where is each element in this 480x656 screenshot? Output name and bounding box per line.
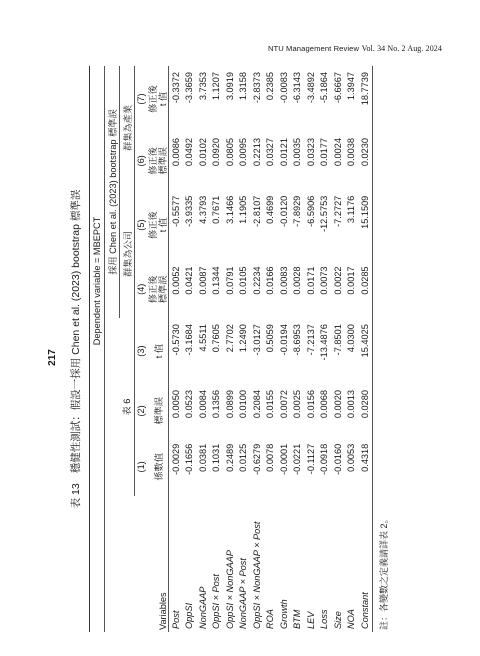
table-cell: 15.1509 xyxy=(358,190,372,261)
table-cell: 0.0068 xyxy=(319,390,330,419)
table-cell: 3.7353 xyxy=(197,72,208,101)
regression-table xyxy=(89,66,373,632)
variable-name: ROA xyxy=(265,609,276,629)
table-cell: 4.5511 xyxy=(197,324,208,352)
col-number: (1) xyxy=(136,461,147,473)
table-cell: 4.3793 xyxy=(197,195,208,224)
table-title: 穩健性測試：假設一採用 Chen et al. (2023) bootstrap 標準誤 xyxy=(70,189,82,474)
table-cell: 0.0083 xyxy=(278,266,289,295)
issue-info: Vol. 34 No. 2 Aug. 2024 xyxy=(361,44,442,53)
col-label: 修正後 標準誤 xyxy=(148,260,169,318)
table-cell: 0.0038 xyxy=(346,138,357,167)
table-cell: 0.0421 xyxy=(184,266,195,295)
table-row xyxy=(169,66,183,632)
table-cell: 0.0323 xyxy=(305,138,316,167)
table-cell: -0.0029 xyxy=(170,443,181,475)
table-cell: -6.3143 xyxy=(292,72,303,104)
running-head xyxy=(268,44,442,53)
table-row xyxy=(264,66,278,632)
table-cell: 0.0166 xyxy=(265,266,276,295)
table-cell: 0.0020 xyxy=(332,390,343,419)
col-label: 修正後 t 值 xyxy=(148,66,169,132)
table-row xyxy=(291,66,305,632)
table-cell: 0.0125 xyxy=(238,443,249,472)
table-cell: 4.0300 xyxy=(346,324,357,353)
table-cell: -0.5577 xyxy=(170,195,181,227)
variable-name: NonGAAP xyxy=(197,586,208,629)
table-cell: 1.1905 xyxy=(238,195,249,224)
table-cell: 1.1207 xyxy=(211,72,222,101)
table-cell: 0.0171 xyxy=(305,266,316,295)
table-cell: 0.2489 xyxy=(224,443,235,472)
table-row xyxy=(183,66,197,632)
col-label: t 值 xyxy=(148,318,169,384)
table-cell: 0.7605 xyxy=(211,324,222,353)
table-cell: 0.2213 xyxy=(251,138,262,167)
table-cell: 0.2234 xyxy=(251,266,262,295)
table-cell: 0.0028 xyxy=(292,266,303,295)
table-cell: 0.0121 xyxy=(278,138,289,167)
table-row xyxy=(358,66,372,632)
table-row xyxy=(210,66,224,632)
table-cell: 0.0095 xyxy=(238,138,249,167)
table-cell: 0.0381 xyxy=(197,443,208,472)
table-cell: 0.0177 xyxy=(319,138,330,167)
table-cell: -7.8501 xyxy=(332,324,343,356)
variable-name: Post xyxy=(170,610,181,629)
dependent-variable: Dependent variable = MBEPCT xyxy=(90,66,105,496)
table-cell: -3.1684 xyxy=(184,324,195,356)
table-cell: 0.0899 xyxy=(224,390,235,419)
table-row xyxy=(331,66,345,632)
variable-name: OppSI xyxy=(184,602,195,629)
table-cell: 0.0327 xyxy=(265,138,276,167)
table-cell: 0.0052 xyxy=(170,266,181,295)
cluster-firm-label: 群集為公司 xyxy=(119,190,134,318)
table-cell: -3.4892 xyxy=(305,72,316,104)
table-cell: 0.0155 xyxy=(265,390,276,419)
column-label-row xyxy=(148,66,169,632)
table-cell: -7.2727 xyxy=(332,195,343,227)
table-cell: -0.5730 xyxy=(170,324,181,356)
table-cell: 1.2490 xyxy=(238,324,249,353)
table-cell: -13.4876 xyxy=(319,324,330,361)
bootstrap-caption: 採用 Chen et al. (2023) bootstrap 標準誤 xyxy=(104,66,119,318)
table-cell: 3.0919 xyxy=(224,72,235,101)
table-cell: -0.1127 xyxy=(305,443,316,475)
table-cell: 0.4699 xyxy=(265,195,276,224)
table-cell: 2.7702 xyxy=(224,324,235,353)
col-number: (7) xyxy=(136,93,147,105)
table-cell: 0.0013 xyxy=(346,390,357,419)
table-cell: -0.0221 xyxy=(292,443,303,475)
table-cell: -3.0127 xyxy=(251,324,262,356)
table-row xyxy=(250,66,264,632)
journal-name: NTU Management Review xyxy=(267,44,360,53)
table-cell: 0.0050 xyxy=(170,390,181,419)
table-cell: 0.0053 xyxy=(346,443,357,472)
table-cell: 0.0017 xyxy=(346,266,357,295)
table-cell: -3.9335 xyxy=(184,195,195,227)
table-cell: 0.0105 xyxy=(238,266,249,295)
variable-name: OppSI × Post xyxy=(211,574,222,629)
table-cell: 0.0791 xyxy=(224,266,235,295)
column-number-row xyxy=(134,66,148,632)
table-row xyxy=(223,66,237,632)
table-cell: 0.0805 xyxy=(224,138,235,167)
table-cell: 0.0035 xyxy=(292,138,303,167)
table-cell: 3.1466 xyxy=(224,195,235,224)
table-cell: -2.8107 xyxy=(251,195,262,227)
table-cell: -7.2137 xyxy=(305,324,316,356)
table-row xyxy=(196,66,210,632)
table-cell: 0.0523 xyxy=(184,390,195,419)
table-cell: -0.0001 xyxy=(278,443,289,475)
group-caption-table6: 表 6 xyxy=(119,318,134,496)
table-body xyxy=(169,66,373,632)
table-caption xyxy=(68,66,83,632)
table-cell: -12.5753 xyxy=(319,195,330,232)
table-cell: 0.1344 xyxy=(211,266,222,295)
table-cell: 0.0024 xyxy=(332,138,343,167)
table-cell: 0.1356 xyxy=(211,390,222,419)
table-cell: -0.0160 xyxy=(332,443,343,475)
col-label: 修正後 標準誤 xyxy=(148,132,169,190)
table-cell: -7.8929 xyxy=(292,195,303,227)
variable-name: Loss xyxy=(319,609,330,629)
table-cell: -0.1656 xyxy=(184,443,195,475)
col-label: 係數值 xyxy=(148,438,169,496)
table-row xyxy=(304,66,318,632)
table-cell: 1.3158 xyxy=(238,72,249,101)
page-number: 217 xyxy=(46,349,58,366)
table-cell: 0.5059 xyxy=(265,324,276,353)
table-cell: 0.0102 xyxy=(197,138,208,167)
variable-name: Constant xyxy=(358,496,372,632)
table-cell: 0.2084 xyxy=(251,390,262,419)
table-cell: -0.0194 xyxy=(278,324,289,356)
col-number: (3) xyxy=(136,345,147,357)
col-number: (2) xyxy=(136,405,147,417)
table-cell: 0.0285 xyxy=(358,260,372,318)
col-number: (5) xyxy=(136,219,147,231)
table-cell: -6.6667 xyxy=(332,72,343,104)
table-note: 註：各變數之定義請詳表 2。 xyxy=(378,514,389,630)
table-cell: 1.3947 xyxy=(346,72,357,101)
table-cell: -0.0120 xyxy=(278,195,289,227)
variable-name: BTM xyxy=(292,609,303,629)
table-cell: 0.0492 xyxy=(184,138,195,167)
table-cell: 0.7671 xyxy=(211,195,222,224)
variable-name: OppSI × NonGAAP × Post xyxy=(251,521,262,629)
table-cell: 0.0100 xyxy=(238,390,249,419)
table-cell: 0.0920 xyxy=(211,138,222,167)
variable-name: LEV xyxy=(305,611,316,629)
variable-name: Size xyxy=(332,611,343,629)
table-cell: 0.0087 xyxy=(197,266,208,295)
variable-name: Growth xyxy=(278,599,289,629)
col-number: (4) xyxy=(136,283,147,295)
table-cell: 0.0025 xyxy=(292,390,303,419)
table-row xyxy=(318,66,332,632)
table-cell: 3.1176 xyxy=(346,195,357,224)
table-row xyxy=(277,66,291,632)
table-cell: -0.0918 xyxy=(319,443,330,475)
table-cell: 0.0072 xyxy=(278,390,289,419)
table-cell: -8.6953 xyxy=(292,324,303,356)
table-cell: -0.0083 xyxy=(278,72,289,104)
table-cell: 0.0086 xyxy=(170,138,181,167)
table-row xyxy=(237,66,251,632)
col-label: 標準誤 xyxy=(148,384,169,438)
variables-header: Variables xyxy=(148,496,169,632)
variable-name: OppSI × NonGAAP xyxy=(224,550,235,629)
table-cell: 0.0280 xyxy=(358,384,372,438)
table-cell: 0.2385 xyxy=(265,72,276,101)
rotated-table-block xyxy=(64,66,444,632)
variable-name: NOA xyxy=(346,609,357,629)
table-cell: -0.3372 xyxy=(170,72,181,104)
table-cell: 0.1031 xyxy=(211,443,222,472)
table-cell: 0.4318 xyxy=(358,438,372,496)
table-cell: -0.6279 xyxy=(251,443,262,475)
cluster-industry-label: 群集為產業 xyxy=(119,66,134,190)
table-cell: -6.5906 xyxy=(305,195,316,227)
table-cell: 0.0073 xyxy=(319,266,330,295)
table-cell: 0.0022 xyxy=(332,266,343,295)
table-cell: 0.0230 xyxy=(358,132,372,190)
table-cell: -5.1864 xyxy=(319,72,330,104)
table-cell: 0.0084 xyxy=(197,390,208,419)
table-number: 表 13 xyxy=(70,483,82,509)
table-cell: -3.3659 xyxy=(184,72,195,104)
col-label: 修正後 t 值 xyxy=(148,190,169,261)
table-cell: 18.7739 xyxy=(358,66,372,132)
table-cell: 0.0156 xyxy=(305,390,316,419)
table-cell: 15.4025 xyxy=(358,318,372,384)
variable-name: NonGAAP × Post xyxy=(238,558,249,629)
table-cell: -2.8373 xyxy=(251,72,262,104)
table-cell: 0.0078 xyxy=(265,443,276,472)
table-row xyxy=(345,66,359,632)
col-number: (6) xyxy=(136,155,147,167)
